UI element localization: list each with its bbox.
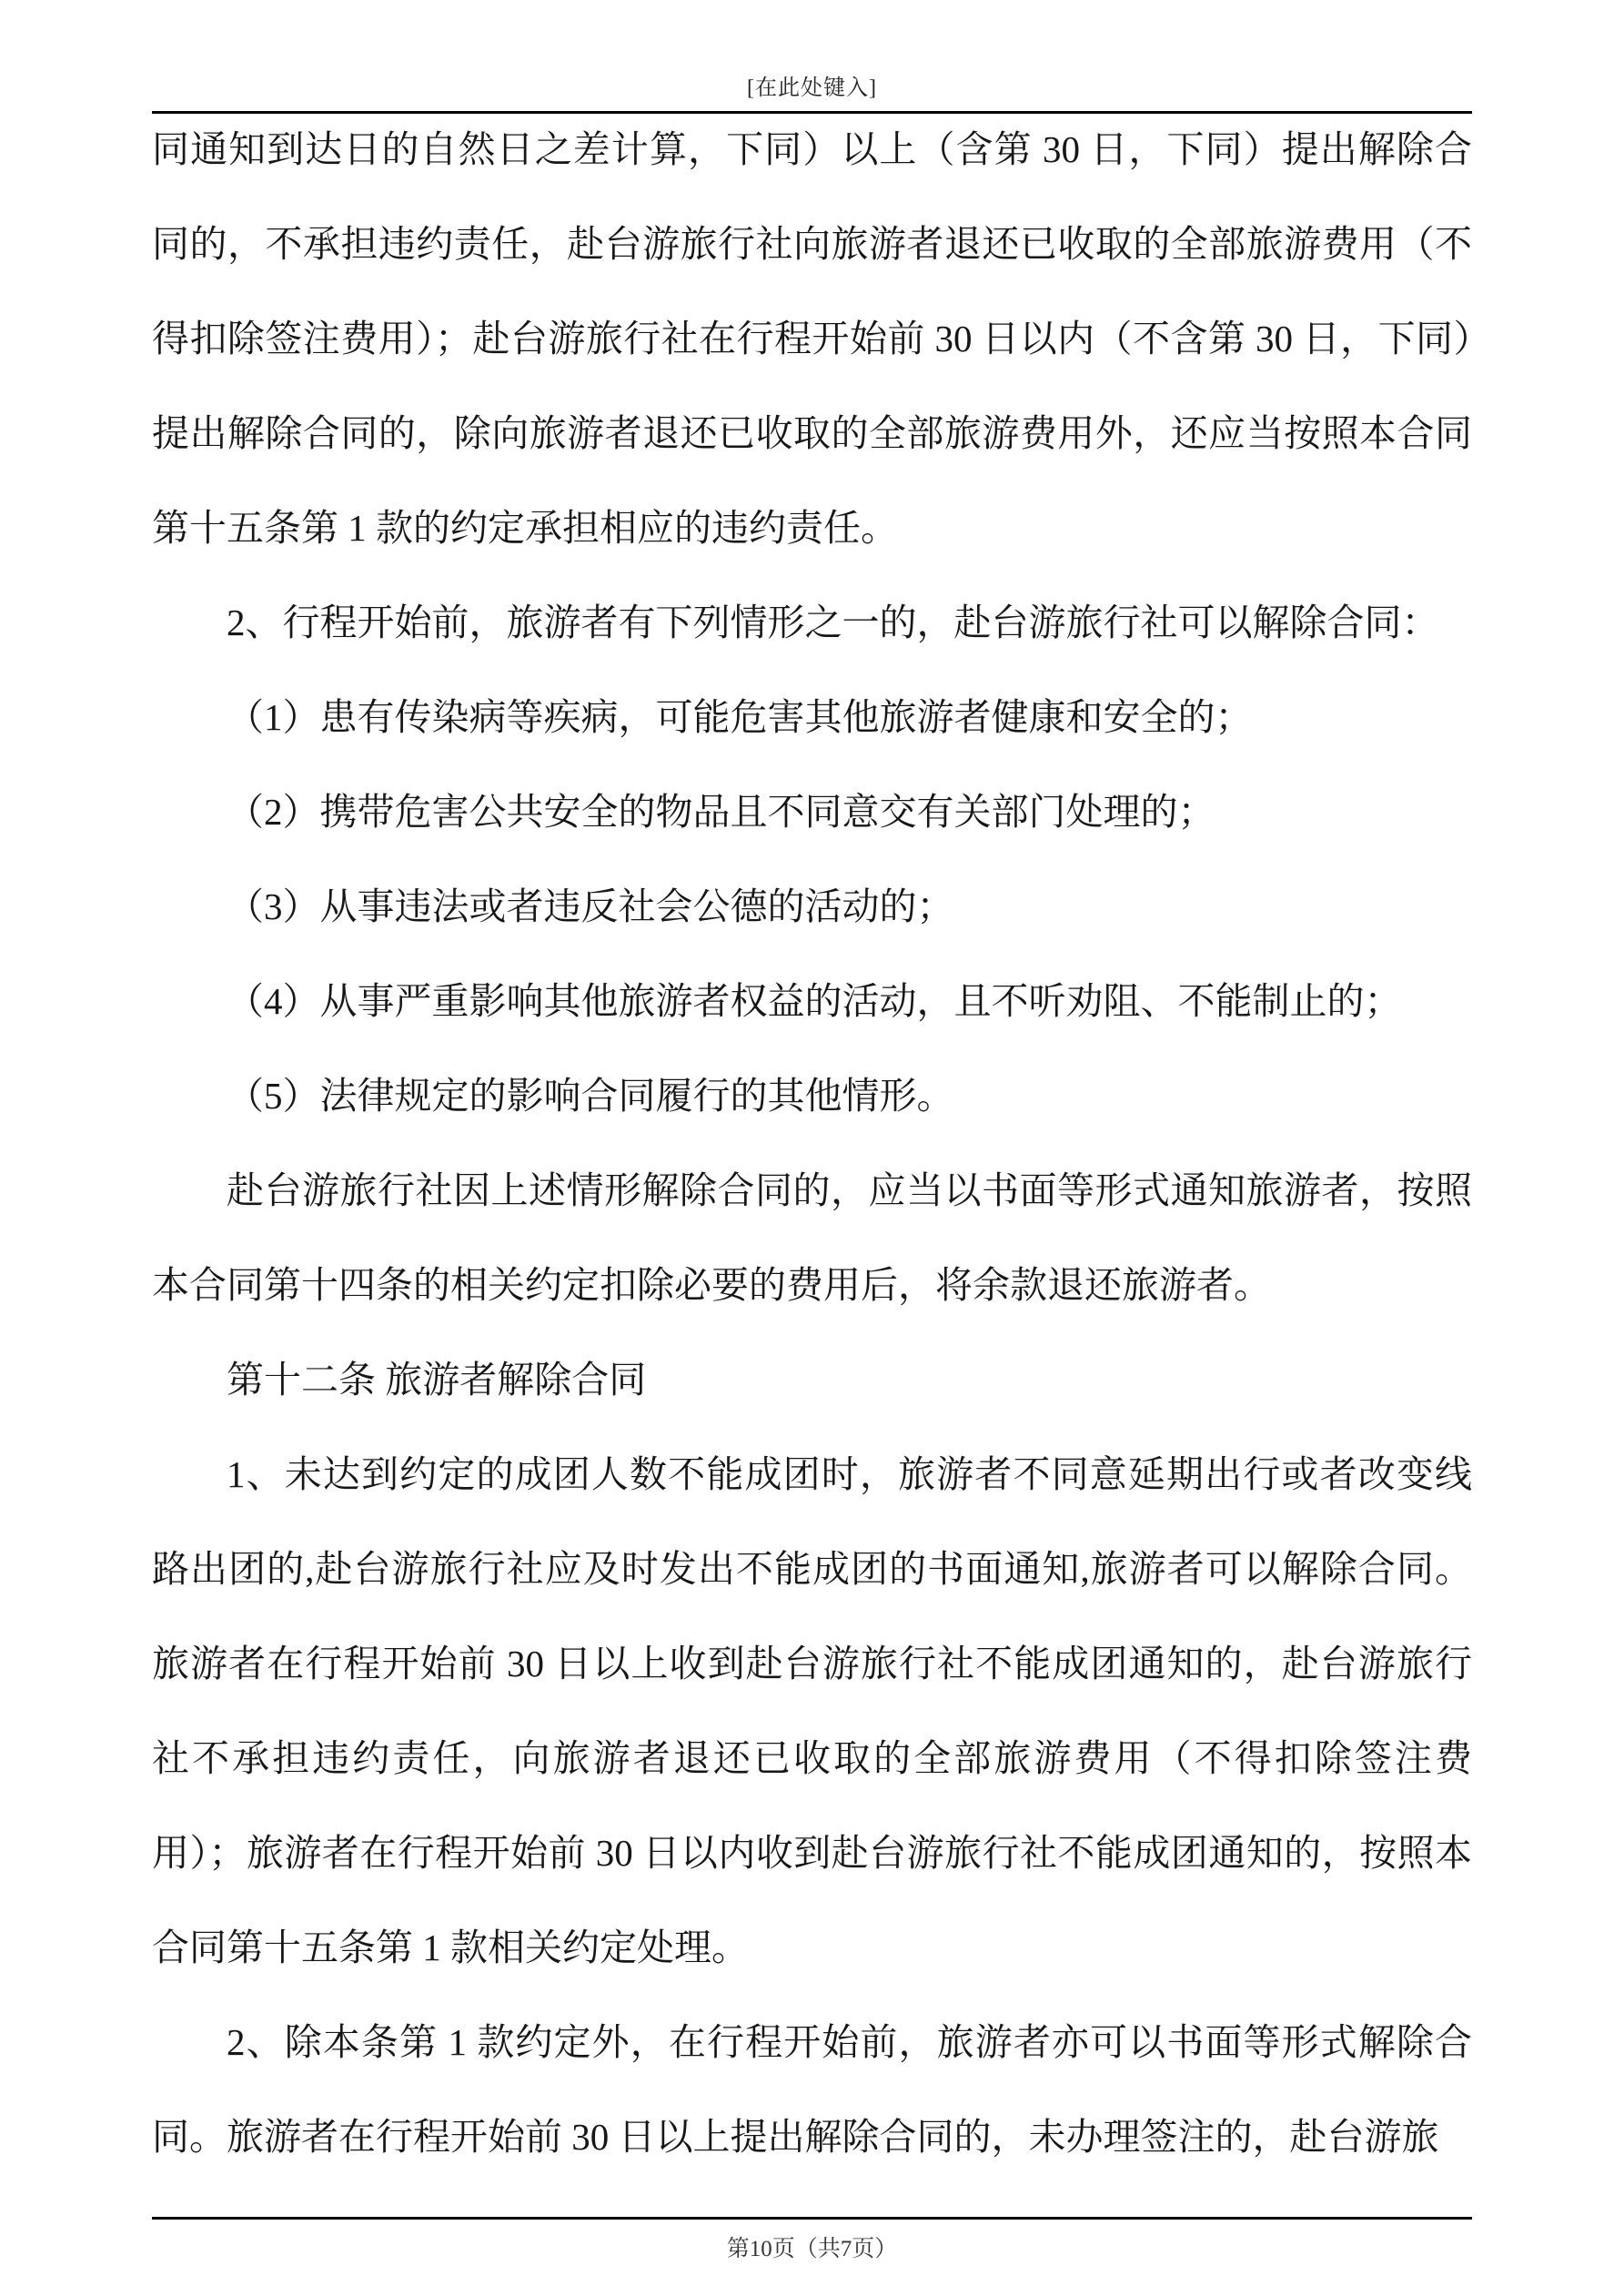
clause-heading: 第十二条 旅游者解除合同 — [227, 1359, 647, 1401]
footer-divider-line — [152, 2217, 1472, 2220]
body-paragraph: 同通知到达日的自然日之差计算，下同）以上（含第 30 日，下同）提出解除合同的，不承担违约责任，赴台游旅行社向旅游者退还已收取的全部旅游费用（不得扣除签注费用）；赴台游旅行社在行程开始前 30 日以内（不含第 30 日，下同）提出解除合同的，除向旅游者退还已收取的全部旅游费用外，还应当按照本合同第十五条第 1 款的约定承担相应的违约责任。 — [152, 128, 1472, 549]
body-paragraph: 2、除本条第 1 款约定外，在行程开始前，旅游者亦可以书面等形式解除合同。旅游者在行程开始前 30 日以上提出解除合同的，未办理签注的，赴台游旅 — [152, 2021, 1472, 2158]
body-paragraph: 1、未达到约定的成团人数不能成团时，旅游者不同意延期出行或者改变线路出团的,赴台游旅行社应及时发出不能成团的书面通知,旅游者可以解除合同。旅游者在行程开始前 30 日以上收到赴台游旅行社不能成团通知的，赴台游旅行社不承担违约责任，向旅游者退还已收取的全部旅游费用（不得扣除签注费用）；旅游者在行程开始前 30 日以内收到赴台游旅行社不能成团通知的，按照本合同第十五条第 1 款相关约定处理。 — [152, 1453, 1472, 1968]
list-item: （5）法律规定的影响合同履行的其他情形。 — [227, 1075, 954, 1117]
list-item: （3）从事违法或者违反社会公德的活动的； — [227, 885, 954, 927]
list-item: （1）患有传染病等疾病，可能危害其他旅游者健康和安全的； — [227, 696, 1253, 738]
list-item: （2）携带危害公共安全的物品且不同意交有关部门处理的； — [227, 791, 1215, 833]
page-number: 第10页（共7页） — [726, 2237, 898, 2261]
page-header-placeholder: [在此处键入] — [747, 76, 877, 100]
document-body — [152, 102, 1472, 2213]
body-paragraph: 2、行程开始前，旅游者有下列情形之一的，赴台游旅行社可以解除合同： — [227, 602, 1439, 643]
list-item: （4）从事严重影响其他旅游者权益的活动，且不听劝阻、不能制止的； — [227, 980, 1402, 1022]
body-paragraph: 赴台游旅行社因上述情形解除合同的，应当以书面等形式通知旅游者，按照本合同第十四条的相关约定扣除必要的费用后，将余款退还旅游者。 — [152, 1169, 1472, 1306]
